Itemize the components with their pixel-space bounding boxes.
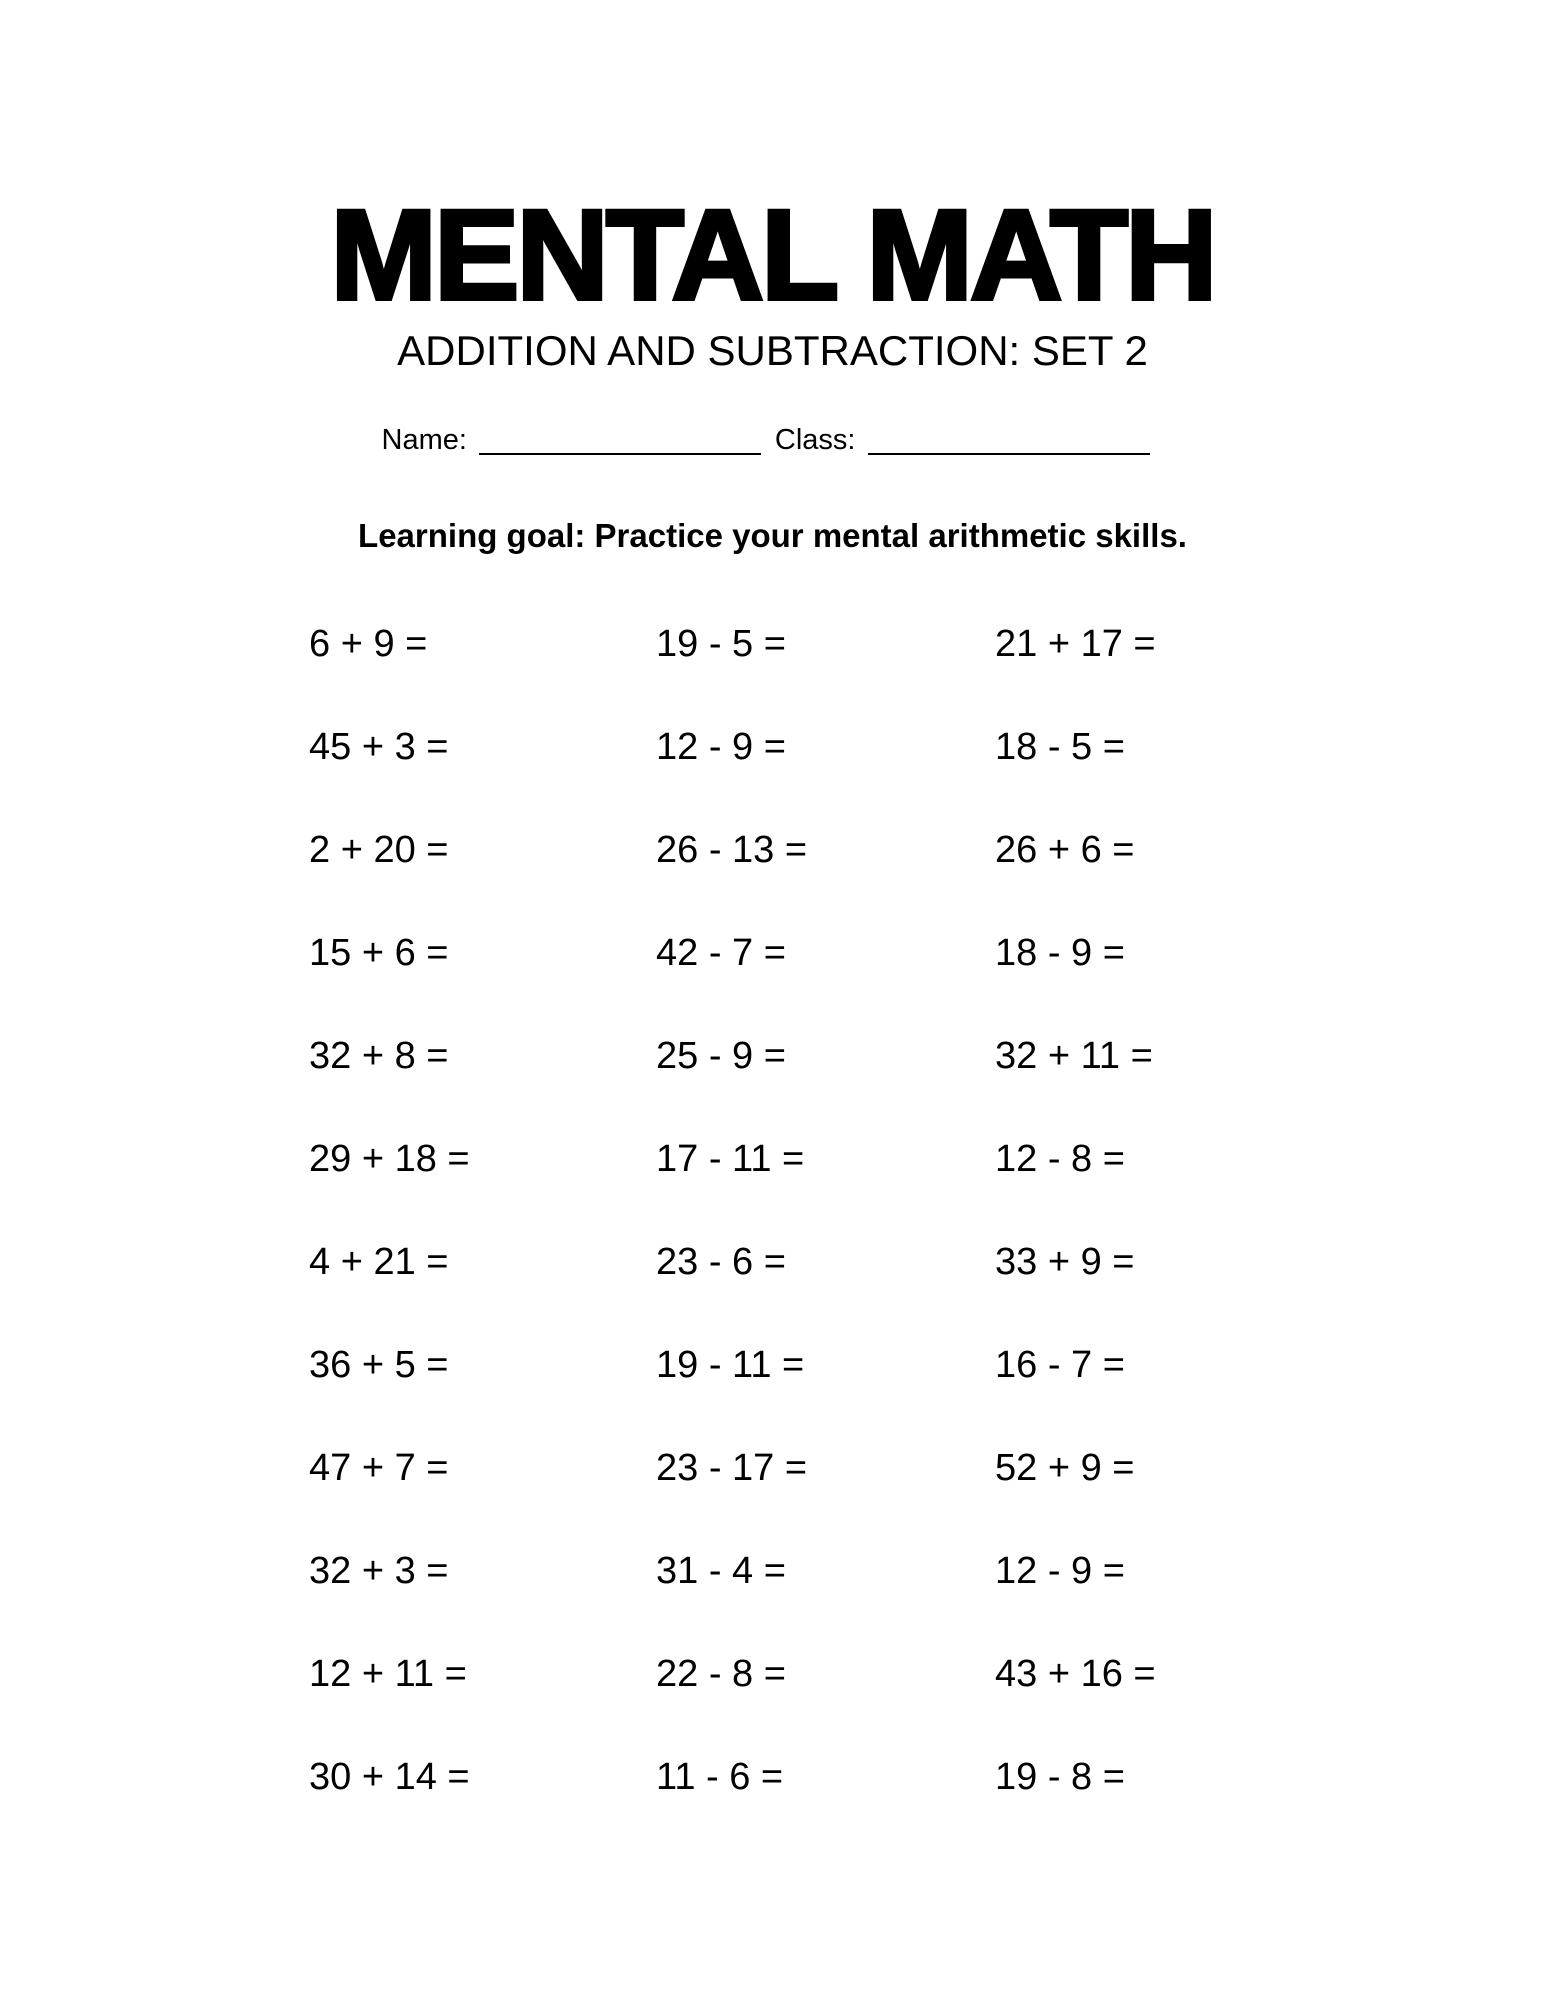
math-problem: 47 + 7 = [309, 1447, 449, 1489]
math-problem: 29 + 18 = [309, 1138, 470, 1180]
math-problem: 26 - 13 = [656, 829, 808, 871]
math-problem: 52 + 9 = [995, 1447, 1135, 1489]
math-problem: 17 - 11 = [656, 1138, 805, 1180]
learning-goal: Learning goal: Practice your mental arithmetic skills. [358, 517, 1187, 554]
class-label: Class: [774, 424, 856, 456]
class-field[interactable] [868, 423, 1150, 455]
math-problem: 42 - 7 = [656, 932, 786, 974]
math-problem: 12 - 9 = [995, 1550, 1125, 1592]
math-problem: 12 - 8 = [995, 1138, 1125, 1180]
math-problem: 36 + 5 = [309, 1344, 449, 1386]
math-problem: 12 + 11 = [309, 1653, 467, 1695]
math-problem: 23 - 6 = [656, 1241, 786, 1283]
math-problem: 12 - 9 = [656, 726, 786, 768]
math-problem: 19 - 8 = [995, 1756, 1125, 1798]
math-problem: 4 + 21 = [309, 1241, 449, 1283]
math-problem: 16 - 7 = [995, 1344, 1125, 1386]
page-subtitle: ADDITION AND SUBTRACTION: SET 2 [397, 327, 1148, 374]
math-problem: 23 - 17 = [656, 1447, 808, 1489]
math-problem: 45 + 3 = [309, 726, 449, 768]
math-problem: 26 + 6 = [995, 829, 1135, 871]
math-problem: 18 - 5 = [995, 726, 1125, 768]
math-problem: 33 + 9 = [995, 1241, 1135, 1283]
math-problem: 32 + 11 = [995, 1035, 1153, 1077]
math-problem: 32 + 8 = [309, 1035, 449, 1077]
math-problem: 31 - 4 = [656, 1550, 786, 1592]
math-problem: 18 - 9 = [995, 932, 1125, 974]
math-problem: 19 - 5 = [656, 623, 786, 665]
name-label: Name: [381, 424, 467, 456]
math-problem: 30 + 14 = [309, 1756, 470, 1798]
math-problem: 25 - 9 = [656, 1035, 786, 1077]
math-problem: 6 + 9 = [309, 623, 428, 665]
math-problem: 2 + 20 = [309, 829, 449, 871]
math-problem: 21 + 17 = [995, 623, 1156, 665]
math-problem: 32 + 3 = [309, 1550, 449, 1592]
student-info [0, 420, 1545, 460]
name-field[interactable] [479, 423, 761, 455]
math-problem: 22 - 8 = [656, 1653, 786, 1695]
math-problem: 11 - 6 = [656, 1756, 784, 1798]
page-title: MENTAL MATH [330, 184, 1215, 327]
math-problem: 43 + 16 = [995, 1653, 1156, 1695]
math-problem: 19 - 11 = [656, 1344, 805, 1386]
math-problem: 15 + 6 = [309, 932, 449, 974]
